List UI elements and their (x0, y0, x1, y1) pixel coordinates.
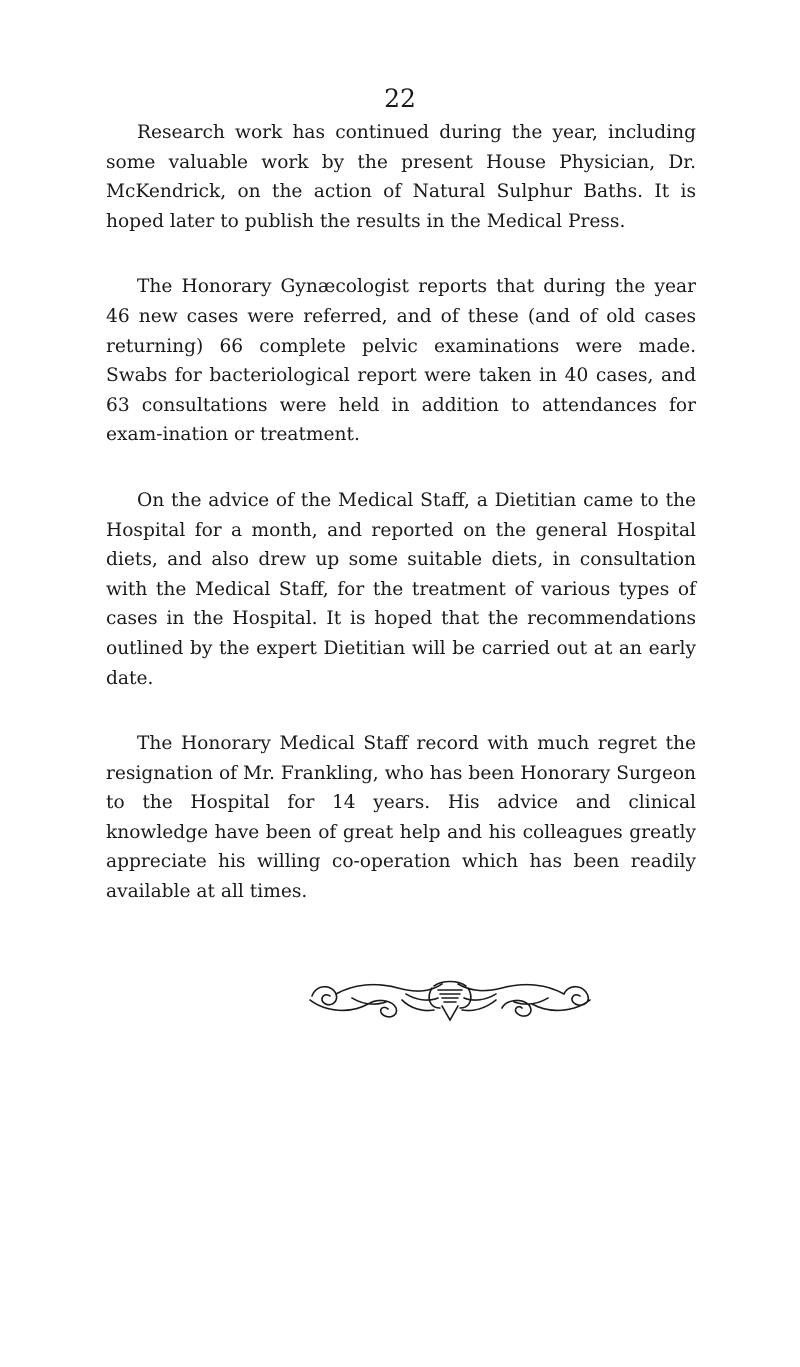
paragraph-dietitian: On the advice of the Medical Staff, a Dietitian came to the Hospital for a month, and reported on the general Hospital diets, and also drew up some suitable diets, in consultation with the Medical Staff, for the treatment of various types of cases in the Hospital. It is hoped that the recommendations outlined by the expert Dietitian will be carried out at an early date. (106, 489, 696, 689)
decorative-scroll-ornament-icon (306, 978, 594, 1022)
paragraph-gynaecologist: The Honorary Gynæcologist reports that during the year 46 new cases were referred, and of these (and of old cases returning) 66 complete pelvic examinations were made. Swabs for bacteriological report were taken in 40 cases, and 63 consultations were held in addition to attendances for exam-ination or treatment. (106, 276, 696, 446)
paragraph-resignation: The Honorary Medical Staff record with much regret the resignation of Mr. Frankling, who has been Honorary Surgeon to the Hospital for 14 years. His advice and clinical knowledge have been of great help and his colleagues greatly appreciate his willing co-operation which has been readily available at all times. (106, 733, 696, 903)
paragraph-research: Research work has continued during the year, including some valuable work by the present House Physician, Dr. McKendrick, on the action of Natural Sulphur Baths. It is hoped later to publish the results in the Medical Press. (106, 122, 696, 232)
body-text (106, 118, 696, 943)
page-number: 22 (384, 84, 416, 113)
